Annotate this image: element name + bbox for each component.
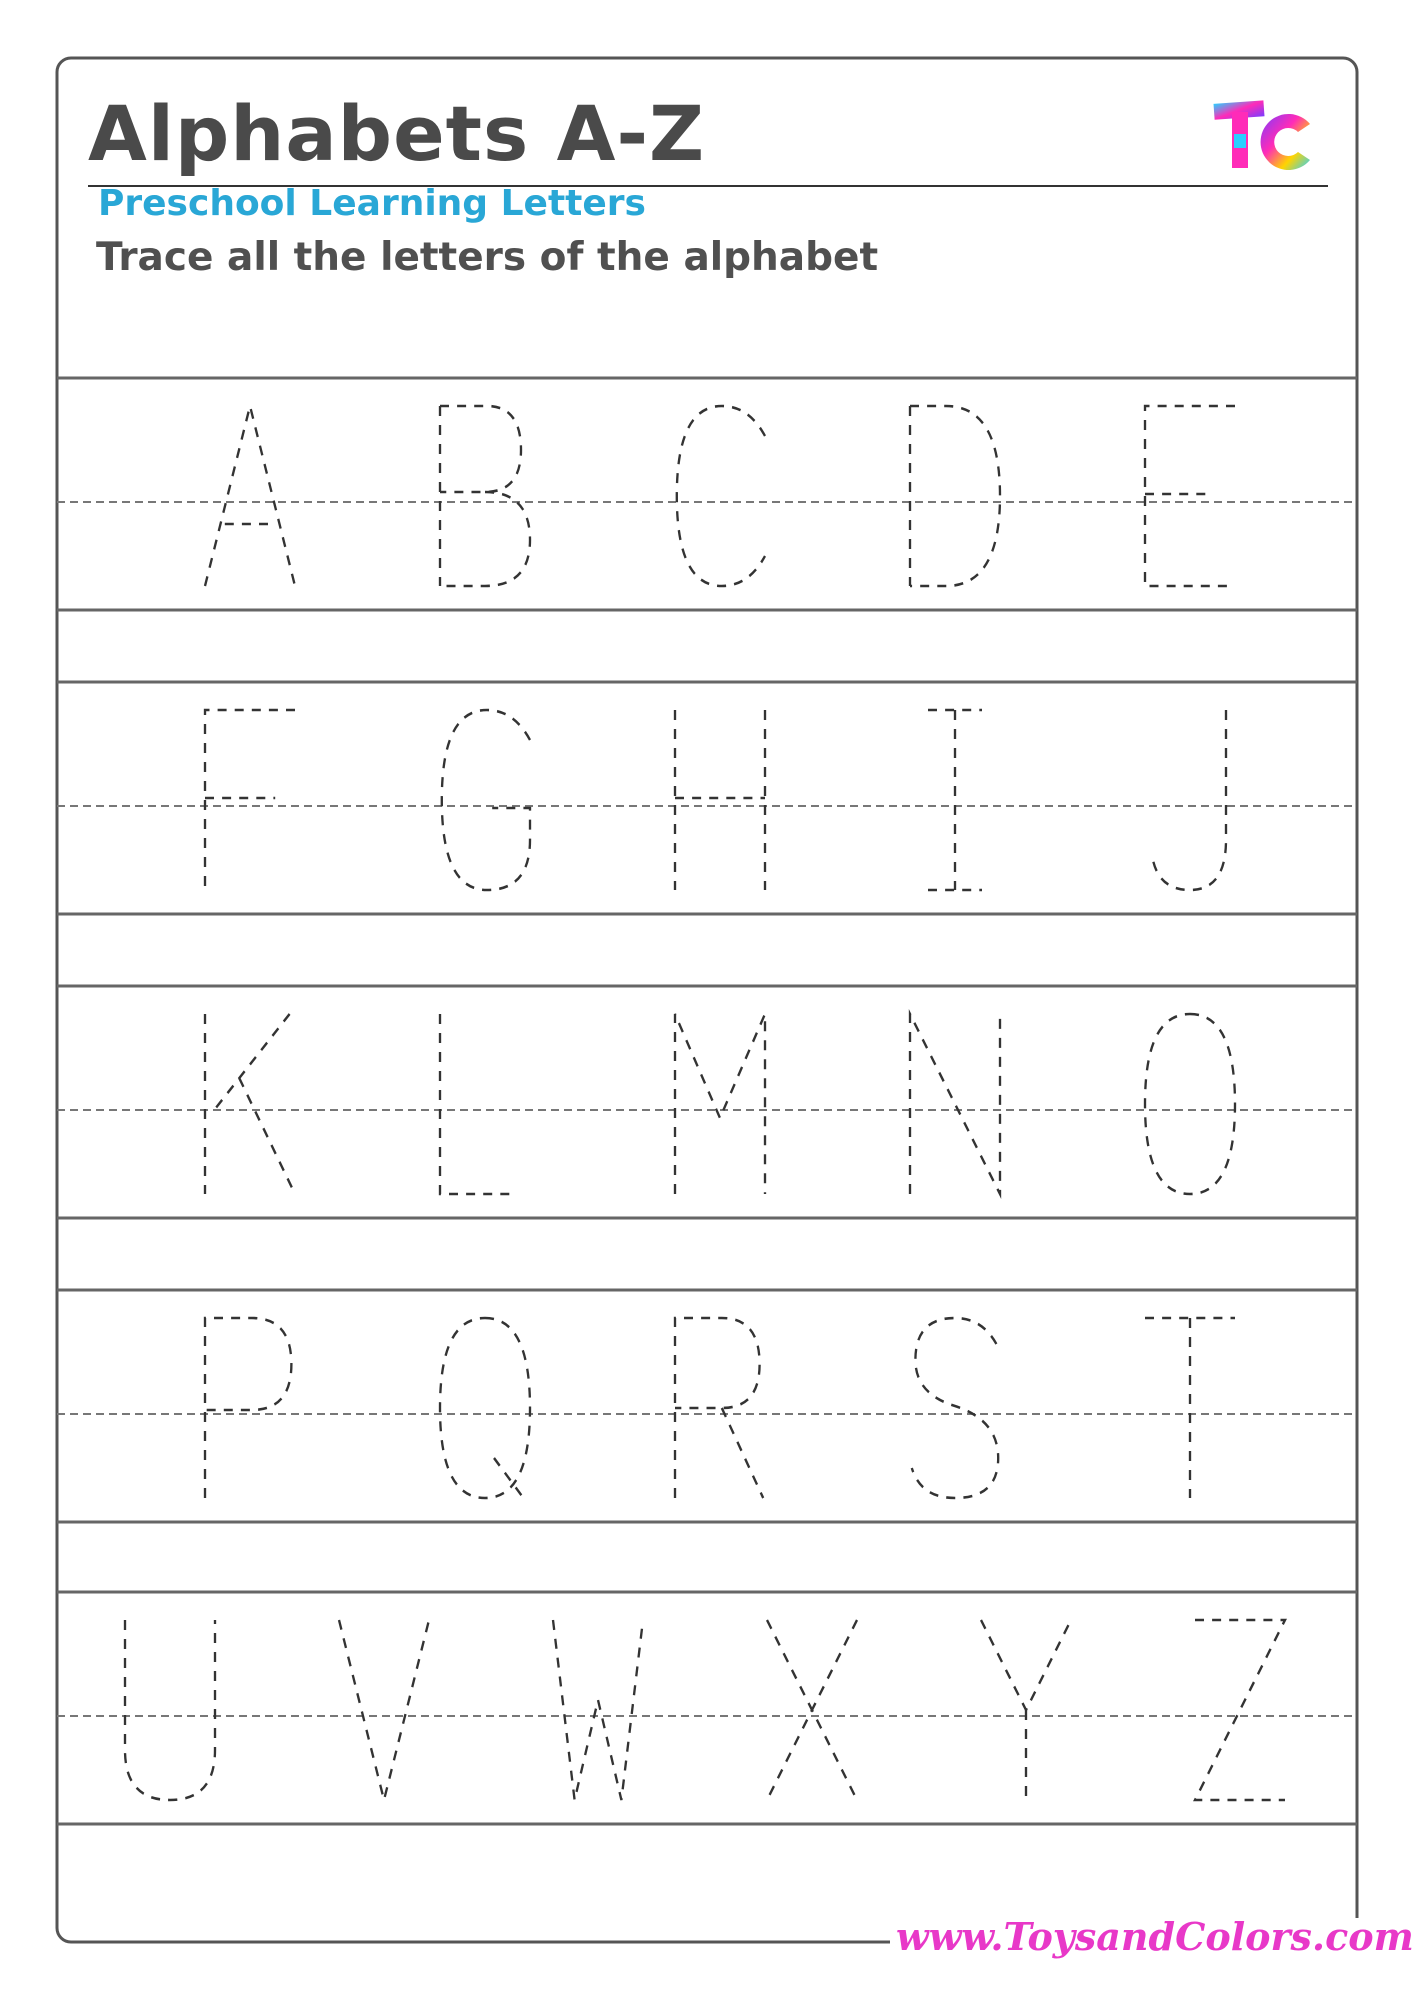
tracing-letter-d[interactable]: [910, 406, 1000, 586]
tracing-letter-s[interactable]: [912, 1318, 998, 1498]
letter-stroke: [339, 1620, 429, 1800]
letter-stroke: [675, 1014, 765, 1194]
letter-stroke: [205, 406, 295, 586]
page-title: Alphabets A-Z: [88, 89, 706, 178]
letter-stroke: [677, 406, 765, 586]
tracing-letter-f[interactable]: [205, 710, 295, 890]
website-link[interactable]: www.ToysandColors.com: [890, 1918, 1414, 1956]
page-border: [57, 58, 1357, 1942]
tracing-letter-k[interactable]: [205, 1014, 295, 1194]
tracing-letter-y[interactable]: [981, 1620, 1071, 1800]
tracing-letter-i[interactable]: [928, 710, 982, 890]
letter-stroke: [216, 1014, 290, 1108]
letter-stroke: [205, 710, 295, 890]
page-subtitle: Preschool Learning Letters: [98, 183, 646, 224]
tracing-letter-u[interactable]: [125, 1620, 215, 1800]
letter-stroke: [912, 1318, 998, 1498]
writing-lines: [57, 378, 1357, 1824]
tracing-letter-l[interactable]: [440, 1014, 512, 1194]
letter-stroke: [1152, 710, 1226, 890]
letter-stroke: [722, 1408, 763, 1498]
letter-stroke: [981, 1620, 1071, 1710]
letter-stroke: [1195, 1620, 1285, 1800]
letter-stroke: [440, 406, 521, 492]
tracing-letter-e[interactable]: [1145, 406, 1235, 586]
letter-stroke: [910, 406, 1000, 586]
tc-logo: [1210, 94, 1322, 178]
letter-stroke: [675, 1318, 760, 1498]
tracing-letter-h[interactable]: [675, 710, 765, 890]
tracing-letter-n[interactable]: [910, 1014, 1000, 1194]
tracing-letter-c[interactable]: [677, 406, 765, 586]
letter-stroke: [1145, 1014, 1235, 1194]
tracing-letter-g[interactable]: [442, 710, 530, 890]
letter-stroke: [440, 492, 530, 586]
instructions-text: Trace all the letters of the alphabet: [96, 235, 879, 280]
letter-stroke: [440, 1014, 512, 1194]
tracing-letter-x[interactable]: [767, 1620, 857, 1800]
tracing-letter-q[interactable]: [440, 1318, 530, 1502]
tracing-letter-m[interactable]: [675, 1014, 765, 1194]
tracing-letter-j[interactable]: [1152, 710, 1226, 890]
tracing-letter-o[interactable]: [1145, 1014, 1235, 1194]
letter-stroke: [239, 1078, 295, 1194]
letter-stroke: [1145, 406, 1235, 586]
tracing-letter-z[interactable]: [1195, 1620, 1285, 1800]
logo-text: TC: [1266, 174, 1268, 175]
tracing-letter-p[interactable]: [205, 1318, 291, 1498]
tracing-letter-v[interactable]: [339, 1620, 429, 1800]
tracing-letter-w[interactable]: [553, 1620, 643, 1800]
letter-stroke: [125, 1620, 215, 1800]
letter-stroke: [442, 710, 530, 890]
letter-stroke: [205, 1318, 291, 1498]
letter-stroke: [553, 1620, 643, 1800]
letter-stroke: [910, 1014, 1000, 1194]
letter-stroke: [440, 1318, 530, 1498]
tracing-letter-a[interactable]: [205, 406, 295, 586]
tracing-letter-b[interactable]: [440, 406, 530, 586]
tracing-letter-t[interactable]: [1145, 1318, 1235, 1498]
tracing-letter-r[interactable]: [675, 1318, 763, 1498]
